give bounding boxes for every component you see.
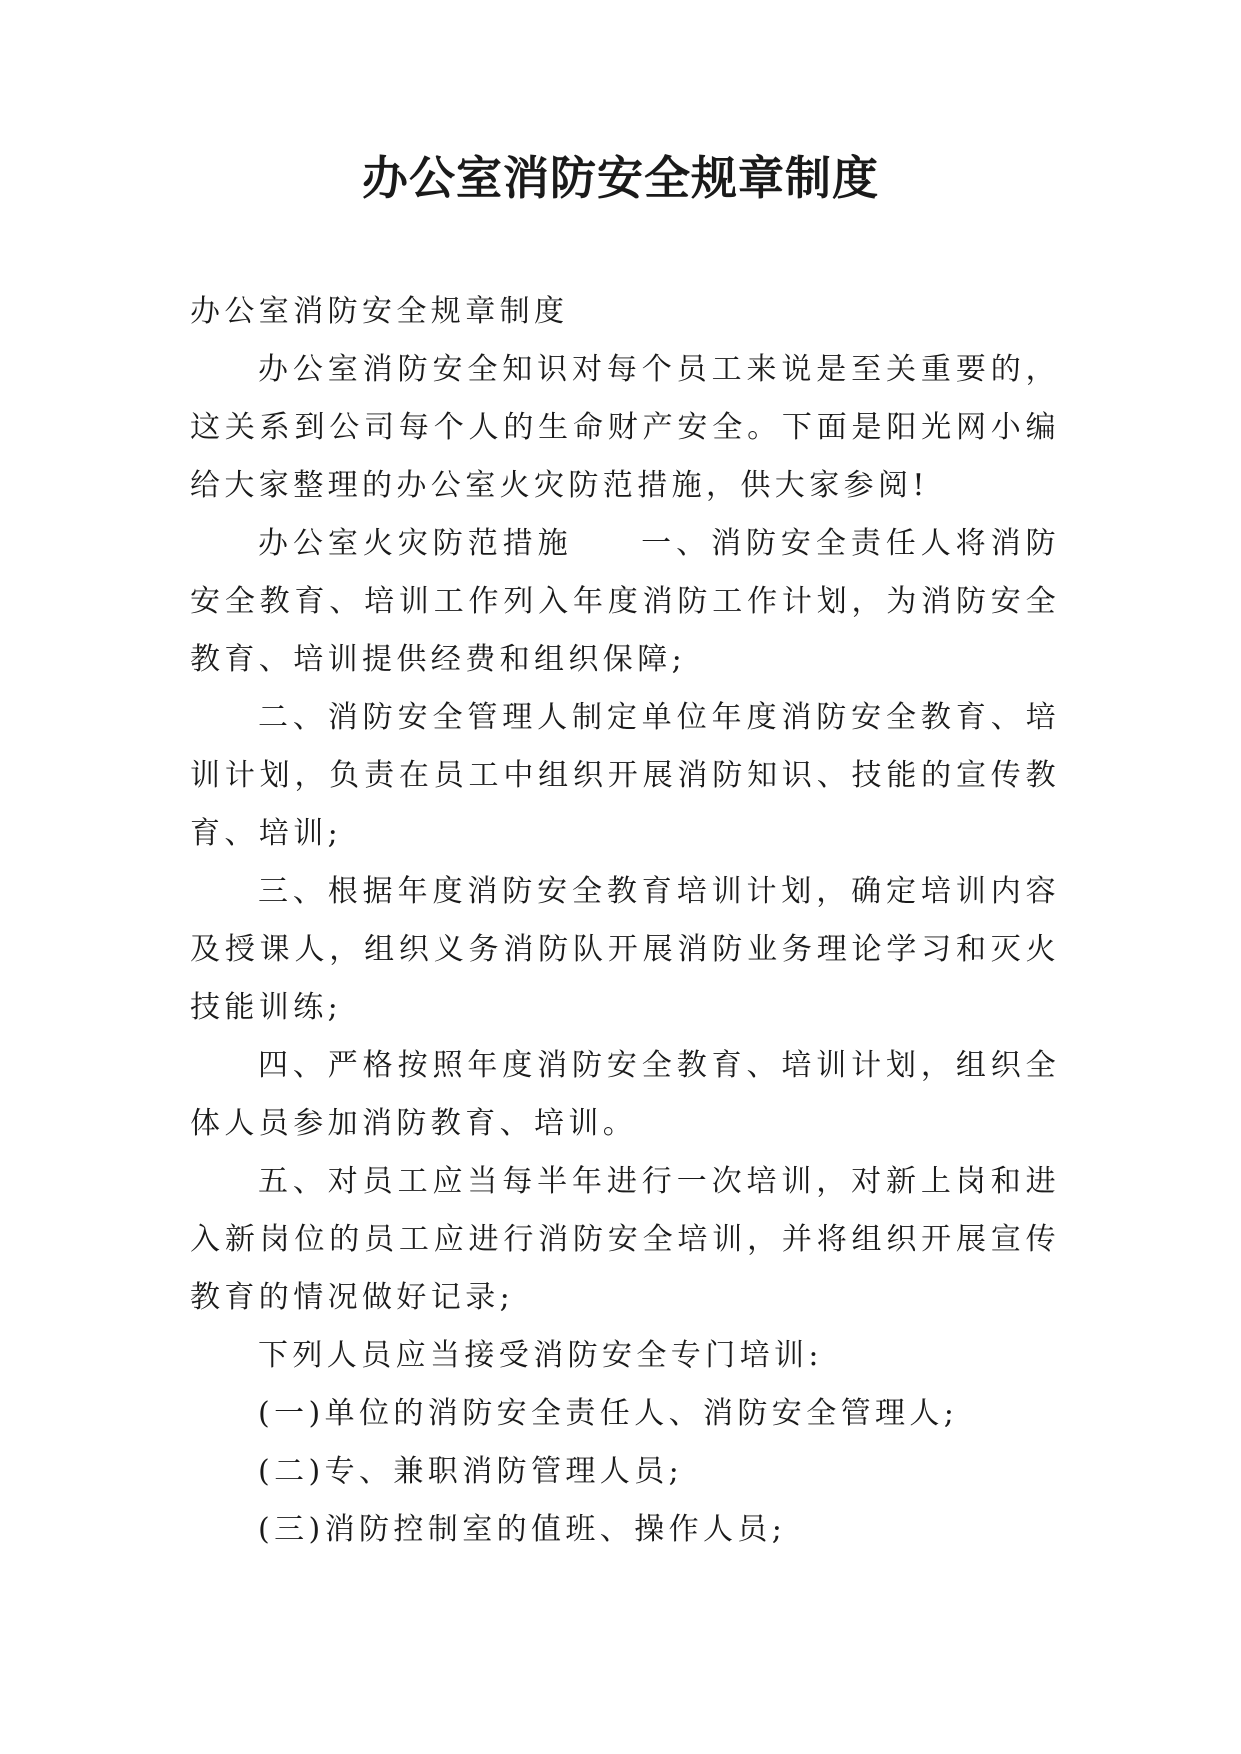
- training-list-item-3: (三)消防控制室的值班、操作人员;: [258, 1512, 787, 1547]
- measures-heading: 办公室火灾防范措施: [258, 526, 573, 561]
- measure-item-4: 四、严格按照年度消防安全教育、培训计划，组织全体人员参加消防教育、培训。: [190, 1048, 1060, 1141]
- measure-item-1: 一、消防安全责任人将消防安全教育、培训工作列入年度消防工作计划，为消防安全教育、培训提供经费和组织保障;: [190, 526, 1060, 677]
- training-list-item-2: (二)专、兼职消防管理人员;: [258, 1454, 684, 1489]
- measure-item-3: 三、根据年度消防安全教育培训计划，确定培训内容及授课人，组织义务消防队开展消防业务理论学习和灭火技能训练;: [190, 874, 1060, 1025]
- document-title: 办公室消防安全规章制度: [362, 151, 879, 205]
- measure-item-2: 二、消防安全管理人制定单位年度消防安全教育、培训计划，负责在员工中组织开展消防知识、技能的宣传教育、培训;: [190, 700, 1060, 851]
- document-body: [190, 283, 1060, 1559]
- measures-paragraph: [190, 515, 1060, 689]
- measure-item-5: 五、对员工应当每半年进行一次培训，对新上岗和进入新岗位的员工应进行消防安全培训，并将组织开展宣传教育的情况做好记录;: [190, 1164, 1060, 1315]
- training-list-item-1: (一)单位的消防安全责任人、消防安全管理人;: [258, 1396, 959, 1431]
- training-heading: 下列人员应当接受消防安全专门培训:: [258, 1338, 823, 1373]
- intro-paragraph: 办公室消防安全知识对每个员工来说是至关重要的，这关系到公司每个人的生命财产安全。下面是阳光网小编给大家整理的办公室火灾防范措施，供大家参阅!: [190, 352, 1060, 503]
- document-subtitle: 办公室消防安全规章制度: [190, 294, 569, 329]
